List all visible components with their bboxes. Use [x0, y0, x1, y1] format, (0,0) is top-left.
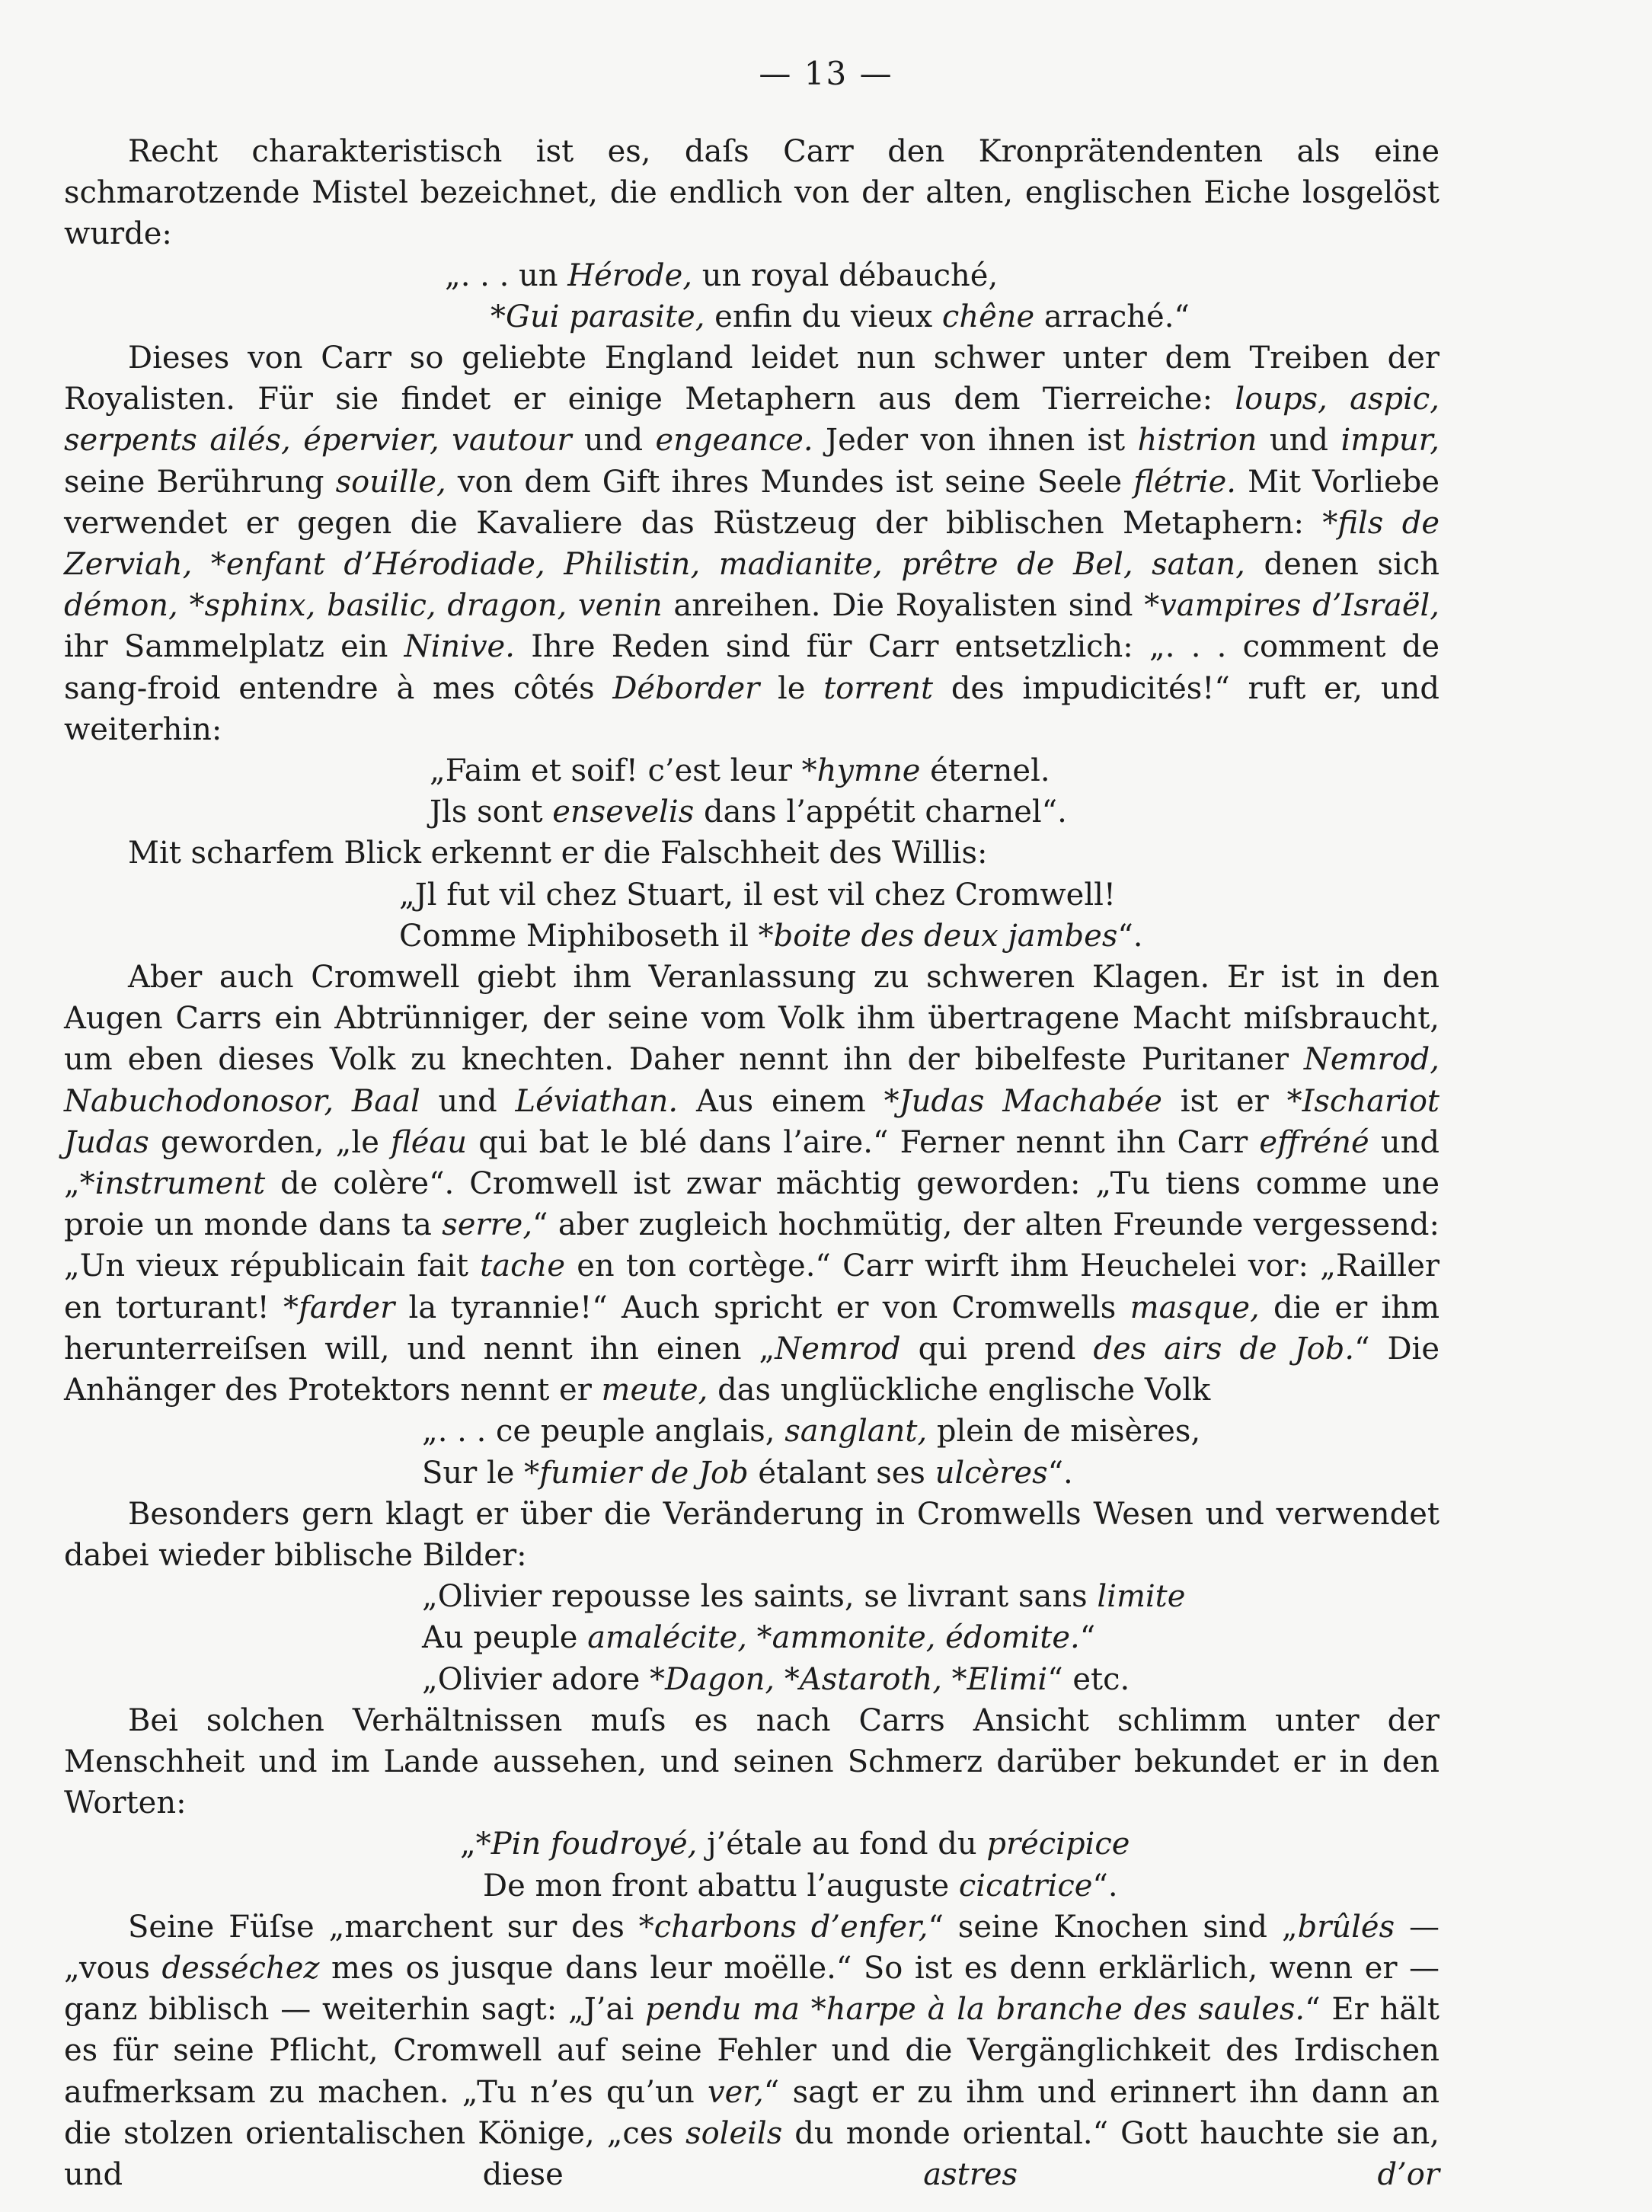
verse-line: Sur le *fumier de Job étalant ses ulcères“.	[422, 1455, 1073, 1491]
page-number-header: — 13 —	[759, 55, 893, 92]
paragraph: Mit scharfem Blick erkennt er die Falschheit des Willis:	[128, 836, 988, 871]
paragraph: Seine Füſse „marchent sur des *charbons d’enfer,“ seine Knochen sind „brûlés — „vous desséchez mes os jusque dans leur moëlle.“ So ist es denn erklärlich, wenn er — ganz biblisch — weiterhin sagt: „J’ai pendu ma *harpe à la branche des saules.“ Er hält es für seine Pflicht, Cromwell auf seine Fehler und die Vergänglichkeit des Irdischen aufmerksam zu machen. „Tu n’es qu’un ver,“ sagt er zu ihm und erinnert ihn dann an die stolzen orientalischen Könige, „ces soleils du monde oriental.“ Gott hauchte sie an, und diese astres d’or	[64, 1909, 1440, 2192]
verse-line: „Jl fut vil chez Stuart, il est vil chez Cromwell!	[399, 877, 1116, 913]
verse-line: De mon front abattu l’auguste cicatrice“.	[483, 1868, 1118, 1904]
verse-line: „Olivier repousse les saints, se livrant sans limite	[422, 1579, 1186, 1615]
paragraph: Recht charakteristisch ist es, daſs Carr den Kronprätendenten als eine schmarotzende Mistel bezeichnet, die endlich von der alten, englischen Eiche losgelöst wurde:	[64, 134, 1440, 252]
paragraph: Dieses von Carr so geliebte England leidet nun schwer unter dem Treiben der Royalisten. Für sie findet er einige Metaphern aus dem Tierreiche: loups, aspic, serpents ailés, épervier, vautour und engeance. Jeder von ihnen ist histrion und impur, seine Berührung souille, von dem Gift ihres Mundes ist seine Seele flétrie. Mit Vorliebe verwendet er gegen die Kavaliere das Rüstzeug der biblischen Metaphern: *fils de Zerviah, *enfant d’Hérodiade, Philistin, madianite, prêtre de Bel, satan, denen sich démon, *sphinx, basilic, dragon, venin anreihen. Die Royalisten sind *vampires d’Israël, ihr Sammelplatz ein Ninive. Ihre Reden sind für Carr entsetzlich: „. . . comment de sang-froid entendre à mes côtés Déborder le torrent des impudicités!“ ruft er, und weiterhin:	[64, 340, 1440, 747]
verse-line: „Faim et soif! c’est leur *hymne éternel.	[430, 753, 1050, 789]
verse-line: „. . . ce peuple anglais, sanglant, plein de misères,	[422, 1414, 1201, 1450]
verse-line: Jls sont ensevelis dans l’appétit charnel“.	[430, 794, 1067, 830]
verse-line: „*Pin foudroyé, j’étale au fond du précipice	[460, 1827, 1130, 1862]
verse-line: „Olivier adore *Dagon, *Astaroth, *Elimi“ etc.	[422, 1661, 1130, 1697]
body-text	[64, 131, 1440, 2195]
verse-line: *Gui parasite, enfin du vieux chêne arraché.“	[490, 299, 1190, 334]
paragraph: Besonders gern klagt er über die Veränderung in Cromwells Wesen und verwendet dabei wieder biblische Bilder:	[64, 1496, 1440, 1573]
verse-line: Au peuple amalécite, *ammonite, édomite.“	[422, 1620, 1096, 1656]
paragraph: Bei solchen Verhältnissen muſs es nach Carrs Ansicht schlimm unter der Menschheit und im Lande aussehen, und seinen Schmerz darüber bekundet er in den Worten:	[64, 1702, 1440, 1821]
verse-line: Comme Miphiboseth il *boite des deux jambes“.	[399, 918, 1143, 954]
verse-line: „. . . un Hérode, un royal débauché,	[445, 257, 999, 293]
paragraph: Aber auch Cromwell giebt ihm Veranlassung zu schweren Klagen. Er ist in den Augen Carrs ein Abtrünniger, der seine vom Volk ihm übertragene Macht miſsbraucht, um eben dieses Volk zu knechten. Daher nennt ihn der bibelfeste Puritaner Nemrod, Nabuchodonosor, Baal und Léviathan. Aus einem *Judas Machabée ist er *Ischariot Judas geworden, „le fléau qui bat le blé dans l’aire.“ Ferner nennt ihn Carr effréné und „*instrument de colère“. Cromwell ist zwar mächtig geworden: „Tu tiens comme une proie un monde dans ta serre,“ aber zugleich hochmütig, der alten Freunde vergessend: „Un vieux républicain fait tache en ton cortège.“ Carr wirft ihm Heuchelei vor: „Railler en torturant! *farder la tyrannie!“ Auch spricht er von Cromwells masque, die er ihm herunterreiſsen will, und nennt ihn einen „Nemrod qui prend des airs de Job.“ Die Anhänger des Protektors nennt er meute, das unglückliche englische Volk	[64, 960, 1440, 1408]
